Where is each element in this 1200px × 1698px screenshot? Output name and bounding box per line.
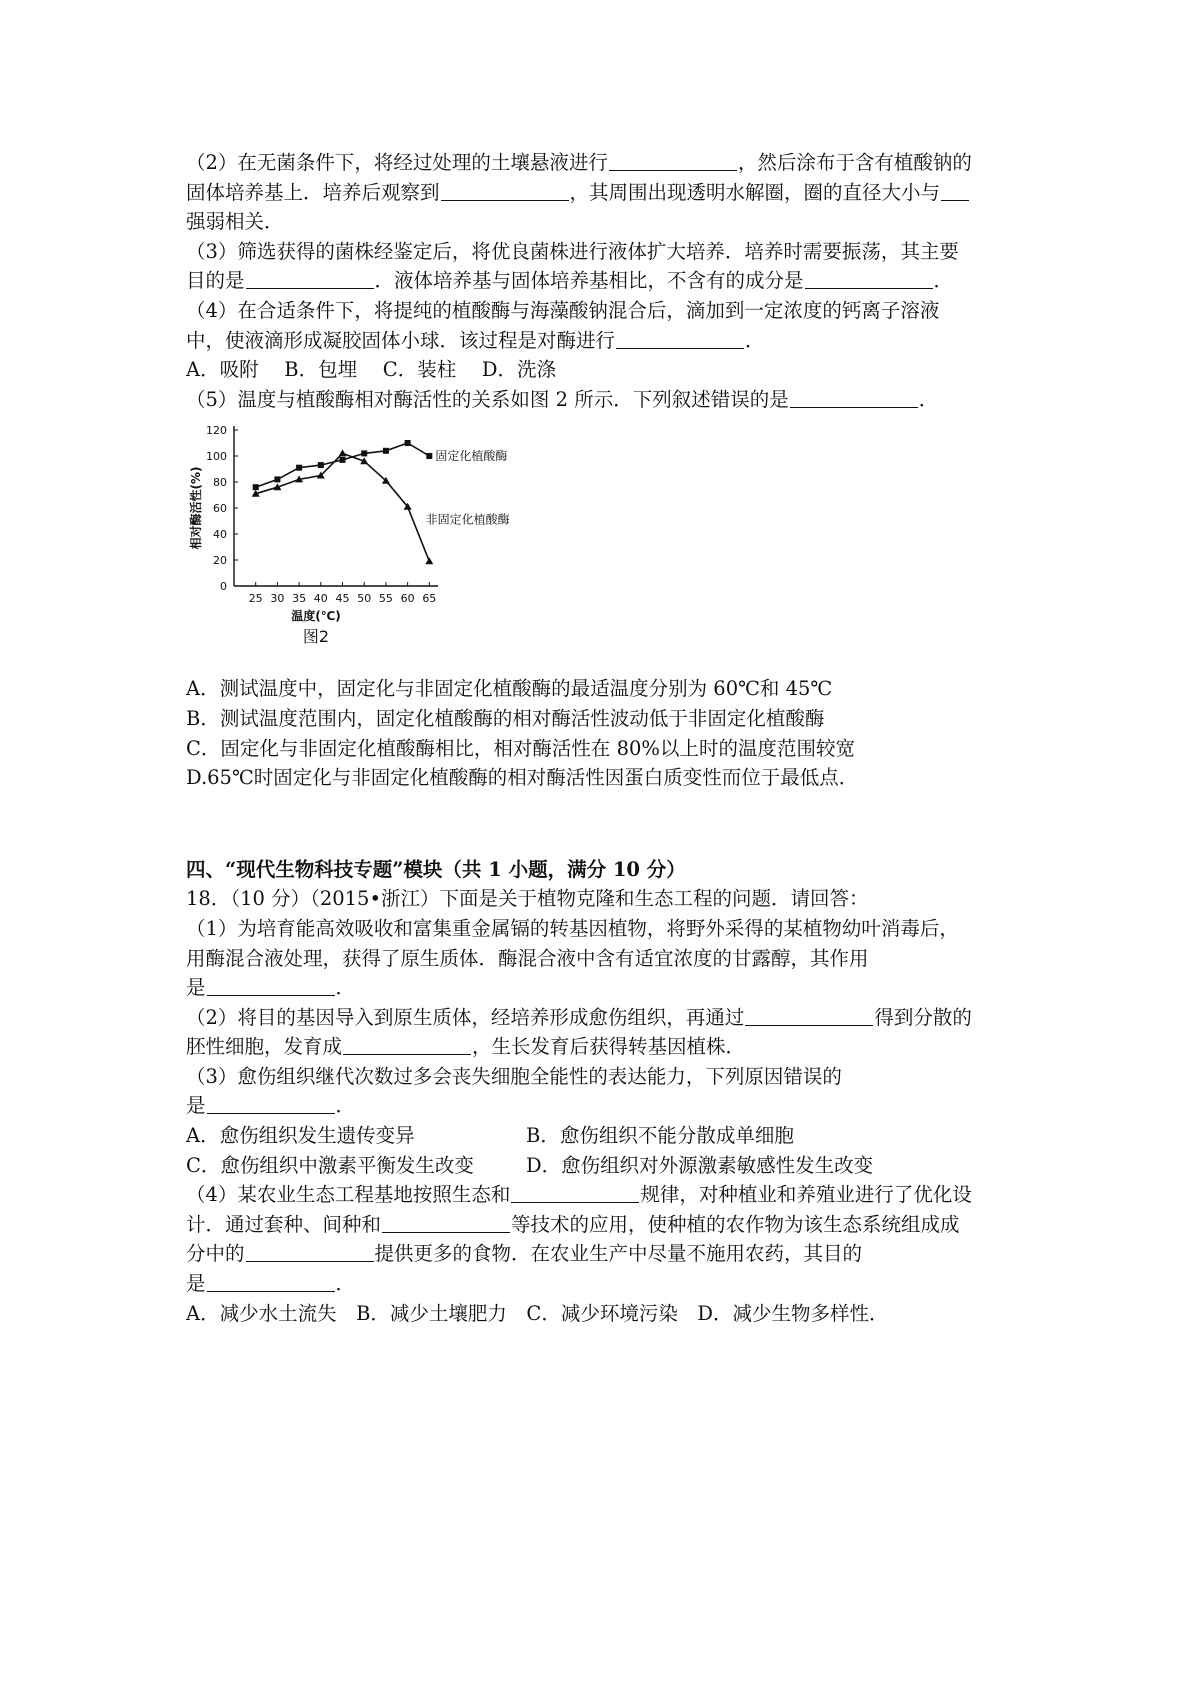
answer-blank[interactable] [511,1182,639,1203]
chart-svg [186,418,526,668]
text: 规律，对种植业和养殖业进行了优化设 [640,1183,972,1207]
data-point-square [426,453,432,459]
q18-part4-line1 [186,1180,1026,1210]
text: ． [335,976,356,1000]
text: A．吸附 B．包埋 C．装柱 D．洗涤 [186,358,557,382]
series-label-immobilized: 固定化植酸酶 [435,449,508,464]
data-point-triangle [339,450,347,457]
text: 目的是 [186,269,245,293]
q18-part4-line3 [186,1239,1026,1269]
q18-part1-line1 [186,914,1026,944]
q18-part1-line2 [186,944,1026,974]
text: （4）在合适条件下，将提纯的植酸酶与海藻酸钠混合后，滴加到一定浓度的钙离子溶液 [186,298,940,322]
option-c: C．愈伤组织中激素平衡发生改变 [186,1153,474,1177]
series-label-free: 非固定化植酸酶 [425,513,510,528]
text: C．固定化与非固定化植酸酶相比，相对酶活性在 80%以上时的温度范围较宽 [186,736,855,760]
answer-blank[interactable] [207,1271,335,1292]
q18-part2-line2 [186,1032,1026,1062]
option-d: D．愈伤组织对外源激素敏感性发生改变 [526,1153,874,1177]
chart-title: 图2 [302,627,330,647]
x-tick-label: 55 [378,592,393,606]
y-tick-label: 40 [213,528,227,542]
answer-blank[interactable] [207,1093,335,1114]
text: ． [745,328,765,352]
answer-blank[interactable] [441,180,569,201]
data-point-square [361,451,367,457]
x-tick-label: 25 [248,592,263,606]
text: ，然后涂布于含有植酸钠的 [737,151,972,174]
text: D.65℃时固定化与非固定化植酸酶的相对酶活性因蛋白质变性而位于最低点． [186,766,859,790]
answer-blank[interactable] [805,268,933,289]
q18-part4-line2 [186,1210,1026,1240]
y-tick-label: 20 [213,554,227,568]
enzyme-activity-chart [186,418,526,668]
q17-option-b [186,704,1026,734]
y-tick-label: 0 [220,580,227,594]
q18-part1-line3 [186,973,1026,1003]
answer-blank[interactable] [343,1034,471,1055]
text: 强弱相关． [186,210,284,234]
data-point-square [296,465,302,471]
answer-blank[interactable] [246,1241,374,1262]
answer-blank[interactable] [941,180,969,201]
answer-blank[interactable] [246,268,374,289]
option-b: B．愈伤组织不能分散成单细胞 [526,1124,794,1148]
x-axis-label: 温度(℃) [291,609,341,624]
text: 用酶混合液处理，获得了原生质体．酶混合液中含有适宜浓度的甘露醇，其作用 [186,946,869,970]
answer-blank[interactable] [790,387,918,408]
text: 是 [186,976,206,1000]
q17-option-a [186,674,1026,704]
x-tick-label: 35 [292,592,307,606]
text: ． [335,1272,356,1296]
q17-part4-options [186,355,1026,385]
text: A．测试温度中，固定化与非固定化植酸酶的最适温度分别为 60℃和 45℃ [186,677,833,701]
text: 分中的 [186,1242,245,1266]
text: 胚性细胞，发育成 [186,1035,343,1059]
x-tick-label: 45 [335,592,350,606]
y-tick-label: 60 [213,502,227,516]
data-point-square [340,457,346,463]
text: （5）温度与植酸酶相对酶活性的关系如图 2 所示．下列叙述错误的是 [186,387,789,411]
q17-part3-line1 [186,237,1026,267]
text: 提供更多的食物．在农业生产中尽量不施用农药，其目的 [374,1242,863,1266]
answer-blank[interactable] [616,328,744,349]
q17-option-c [186,734,1026,764]
section4-heading [186,855,1026,885]
text: （4）某农业生态工程基地按照生态和 [186,1183,511,1207]
text: （2）在无菌条件下，将经过处理的土壤悬液进行 [186,151,608,174]
data-point-square [383,448,389,454]
text: 等技术的应用，使种植的农作物为该生态系统组成成 [511,1212,960,1236]
q17-part3-line2 [186,266,1026,296]
q18-part3-line2 [186,1091,1026,1121]
q18-part4-options [186,1299,1026,1329]
text: ，生长发育后获得转基因植株． [472,1035,746,1059]
text: 18．（10 分）（2015•浙江）下面是关于植物克隆和生态工程的问题．请回答： [186,887,869,911]
x-tick-label: 40 [313,592,328,606]
data-point-square [405,440,411,446]
q17-part4-line2 [186,326,1026,356]
text: B．测试温度范围内，固定化植酸酶的相对酶活性波动低于非固定化植酸酶 [186,706,825,730]
data-point-square [318,462,324,468]
answer-blank[interactable] [382,1212,510,1233]
answer-blank[interactable] [207,975,335,996]
q17-part2-line2 [186,178,1026,208]
data-point-triangle [425,558,433,565]
text: ． [335,1094,356,1118]
y-tick-label: 120 [206,424,227,438]
q17-option-d [186,763,1026,793]
text: （3）筛选获得的菌株经鉴定后，将优良菌株进行液体扩大培养．培养时需要振荡，其主要 [186,239,959,263]
x-tick-label: 65 [422,592,437,606]
text: 得到分散的 [874,1005,972,1029]
y-tick-label: 80 [213,476,227,490]
x-tick-label: 30 [270,592,285,606]
x-tick-label: 60 [400,592,415,606]
q17-part2-line3 [186,207,1026,237]
text: ．液体培养基与固体培养基相比，不含有的成分是 [374,269,804,293]
q18-intro [186,884,1026,914]
q18-part3-line1 [186,1062,1026,1092]
text: 四、“现代生物科技专题”模块（共 1 小题，满分 10 分） [186,857,686,881]
answer-blank[interactable] [745,1005,873,1026]
q18-part3-options-row1 [186,1121,1026,1151]
text: ，其周围出现透明水解圈，圈的直径大小与 [569,180,941,204]
text: ． [918,387,939,411]
text: （2）将目的基因导入到原生质体，经培养形成愈伤组织，再通过 [186,1005,745,1029]
q18-part4-line4 [186,1269,1026,1299]
option-a: A．愈伤组织发生遗传变异 [186,1124,415,1148]
y-tick-label: 100 [206,450,227,464]
text: （3）愈伤组织继代次数过多会丧失细胞全能性的表达能力，下列原因错误的 [186,1064,842,1088]
series-line-2 [256,454,430,562]
text: （1）为培育能高效吸收和富集重金属镉的转基因植物，将野外采得的某植物幼叶消毒后， [186,916,959,940]
q17-part2-line1 [186,148,1026,178]
q18-part2-line1 [186,1003,1026,1033]
text: A．减少水土流失 B．减少土壤肥力 C．减少环境污染 D．减少生物多样性． [186,1301,889,1325]
q17-part4-line1 [186,296,1026,326]
data-point-square [274,477,280,483]
text: 是 [186,1272,206,1296]
text: 计．通过套种、间种和 [186,1212,382,1236]
q17-part5-line1 [186,385,1026,415]
text: 是 [186,1094,206,1118]
data-point-square [253,485,259,491]
exam-page [186,148,1026,1328]
y-axis-label: 相对酶活性(%) [189,466,203,550]
q18-part3-options-row2 [186,1151,1026,1181]
text: ． [933,269,954,293]
x-tick-label: 50 [357,592,372,606]
text: 固体培养基上．培养后观察到 [186,180,440,204]
text: 中，使液滴形成凝胶固体小球．该过程是对酶进行 [186,328,616,352]
answer-blank[interactable] [609,150,737,171]
